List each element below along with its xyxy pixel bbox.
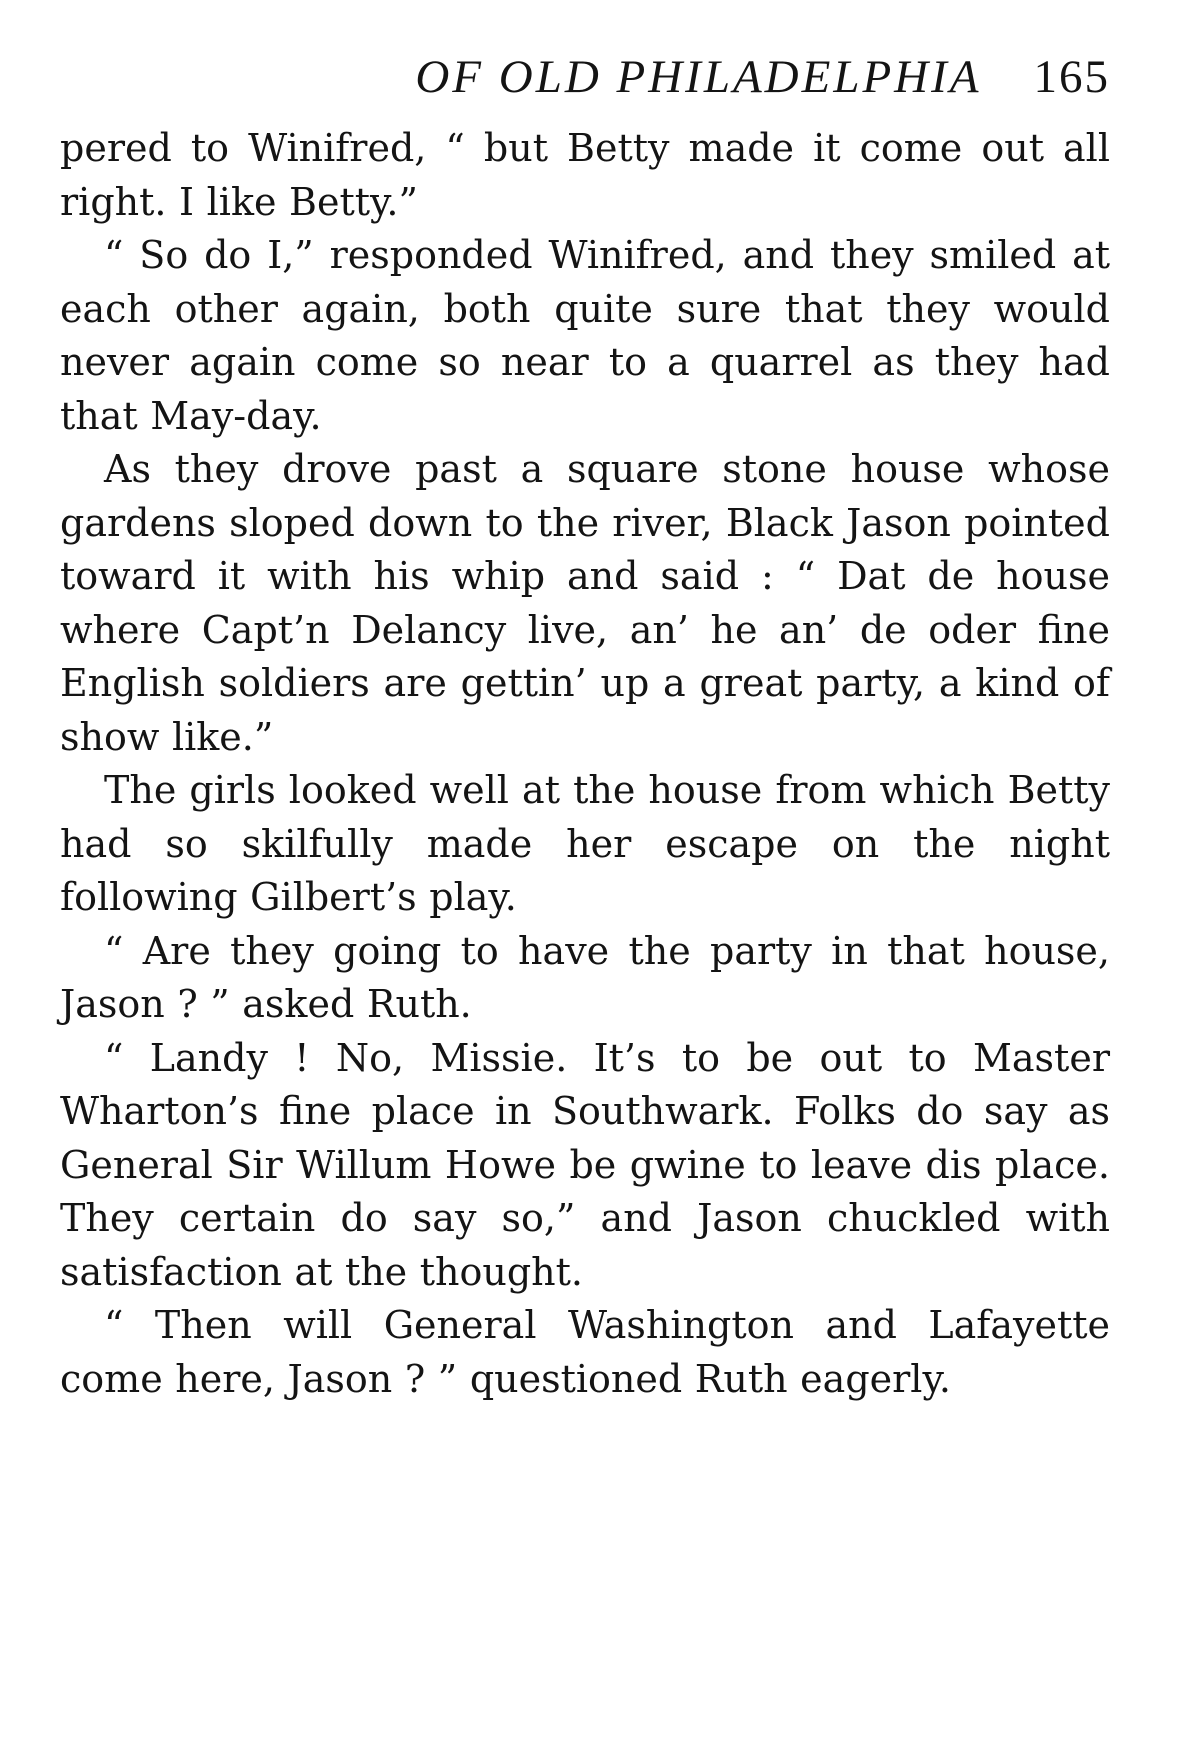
paragraph: “ So do I,” responded Winifred, and they smiled at each other again, both quite sure that they would never again come so near to a quarrel as they had that May-day.	[60, 233, 1110, 438]
running-title: OF OLD PHILADELPHIA	[415, 51, 982, 103]
book-page	[60, 50, 1110, 1406]
running-head	[60, 50, 1110, 110]
paragraph: “ Then will General Washington and Lafayette come here, Jason ? ” questioned Ruth eagerly.	[60, 1303, 1110, 1401]
paragraph: “ Are they going to have the party in that house, Jason ? ” asked Ruth.	[60, 928, 1110, 1026]
paragraph: The girls looked well at the house from which Betty had so skilfully made her escape on the night following Gilbert’s play.	[60, 768, 1110, 919]
page-number: 165	[1033, 51, 1110, 103]
paragraph: “ Landy ! No, Missie. It’s to be out to Master Wharton’s fine place in Southwark. Folks do say as General Sir Willum Howe be gwine to leave dis place. They certain do say so,” and Jason chuckled with satisfaction at the thought.	[60, 1035, 1110, 1294]
body-text	[60, 122, 1110, 1406]
paragraph-continuation: pered to Winifred, “ but Betty made it come out all right. I like Betty.”	[60, 126, 1110, 224]
paragraph: As they drove past a square stone house whose gardens sloped down to the river, Black Jason pointed toward it with his whip and said : “ Dat de house where Capt’n Delancy live, an’ he an’ de oder fine English soldiers are gettin’ up a great party, a kind of show like.”	[60, 447, 1110, 759]
